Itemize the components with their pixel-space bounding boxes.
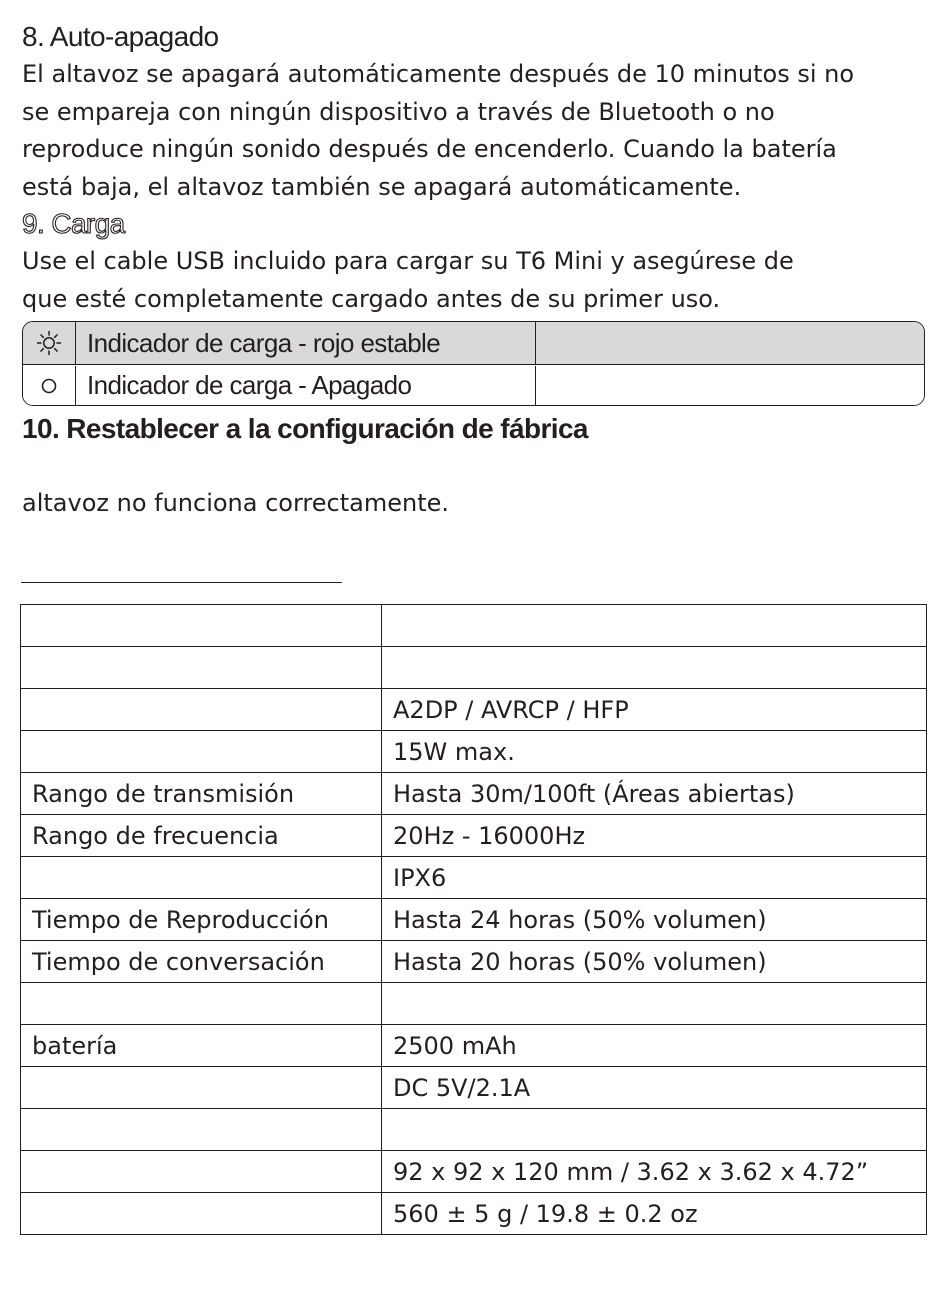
- spec-value: A2DP / AVRCP / HFP: [382, 689, 927, 731]
- spec-row: [21, 1025, 927, 1067]
- section-9-line: Use el cable USB incluido para cargar su T6 Mini y asegúrese de: [22, 247, 794, 275]
- section-10-title: 10. Restablecer a la configuración de fábrica: [22, 413, 588, 444]
- spec-row: [21, 899, 927, 941]
- section-10-body: [22, 485, 449, 523]
- spec-key: Rango de transmisión: [21, 773, 382, 815]
- section-8-line: El altavoz se apagará automáticamente después de 10 minutos si no: [22, 60, 855, 88]
- section-8-line: reproduce ningún sonido después de encenderlo. Cuando la batería: [22, 135, 837, 163]
- circle-icon: [23, 366, 76, 406]
- spec-value: 2500 mAh: [382, 1025, 927, 1067]
- section-8-line: se empareja con ningún dispositivo a través de Bluetooth o no: [22, 97, 775, 126]
- spec-key: [21, 1067, 382, 1109]
- spec-key: [21, 1109, 382, 1151]
- spec-value: DC 5V/2.1A: [382, 1067, 927, 1109]
- section-8-line: está baja, el altavoz también se apagará automáticamente.: [22, 172, 742, 201]
- spec-key: [21, 689, 382, 731]
- spec-row: [21, 689, 927, 731]
- indicator-row: [23, 366, 924, 406]
- indicator-label: Indicador de carga - rojo estable: [76, 322, 536, 364]
- indicator-label: Indicador de carga - Apagado: [76, 366, 536, 406]
- spec-row: [21, 647, 927, 689]
- spec-row: [21, 1067, 927, 1109]
- spec-key: Tiempo de conversación: [21, 941, 382, 983]
- sun-icon: [23, 322, 76, 364]
- spec-value: [382, 605, 927, 647]
- indicator-extra: [536, 322, 924, 364]
- section-9-body: [22, 243, 794, 318]
- spec-row: [21, 983, 927, 1025]
- spec-value: [382, 983, 927, 1025]
- spec-row: [21, 731, 927, 773]
- specs-table: [20, 604, 927, 1235]
- spec-key: [21, 1193, 382, 1235]
- spec-value: [382, 647, 927, 689]
- spec-value: Hasta 30m/100ft (Áreas abiertas): [382, 773, 927, 815]
- spec-key: Rango de frecuencia: [21, 815, 382, 857]
- section-8-body: [22, 56, 854, 206]
- spec-row: [21, 1193, 927, 1235]
- spec-row: [21, 773, 927, 815]
- spec-key: Tiempo de Reproducción: [21, 899, 382, 941]
- spec-row: [21, 815, 927, 857]
- spec-value: 15W max.: [382, 731, 927, 773]
- spec-row: [21, 1109, 927, 1151]
- spec-value: IPX6: [382, 857, 927, 899]
- spec-value: 92 x 92 x 120 mm / 3.62 x 3.62 x 4.72”: [382, 1151, 927, 1193]
- section-10-line: altavoz no funciona correctamente.: [22, 489, 449, 517]
- divider-line: [21, 582, 342, 583]
- spec-key: batería: [21, 1025, 382, 1067]
- section-9-line: que esté completamente cargado antes de su primer uso.: [22, 284, 721, 313]
- indicator-extra: [536, 366, 924, 406]
- spec-key: [21, 983, 382, 1025]
- spec-row: [21, 1151, 927, 1193]
- spec-row: [21, 941, 927, 983]
- spec-row: [21, 857, 927, 899]
- spec-key: [21, 857, 382, 899]
- spec-key: [21, 731, 382, 773]
- indicator-row: [23, 322, 924, 365]
- spec-value: Hasta 24 horas (50% volumen): [382, 899, 927, 941]
- spec-value: [382, 1109, 927, 1151]
- section-9-title: 9. Carga: [22, 208, 125, 239]
- spec-key: [21, 605, 382, 647]
- spec-row: [21, 605, 927, 647]
- spec-value: 560 ± 5 g / 19.8 ± 0.2 oz: [382, 1193, 927, 1235]
- charging-indicator-table: [22, 321, 925, 406]
- spec-value: Hasta 20 horas (50% volumen): [382, 941, 927, 983]
- spec-key: [21, 647, 382, 689]
- spec-key: [21, 1151, 382, 1193]
- section-8-title: 8. Auto-apagado: [22, 21, 219, 52]
- spec-value: 20Hz - 16000Hz: [382, 815, 927, 857]
